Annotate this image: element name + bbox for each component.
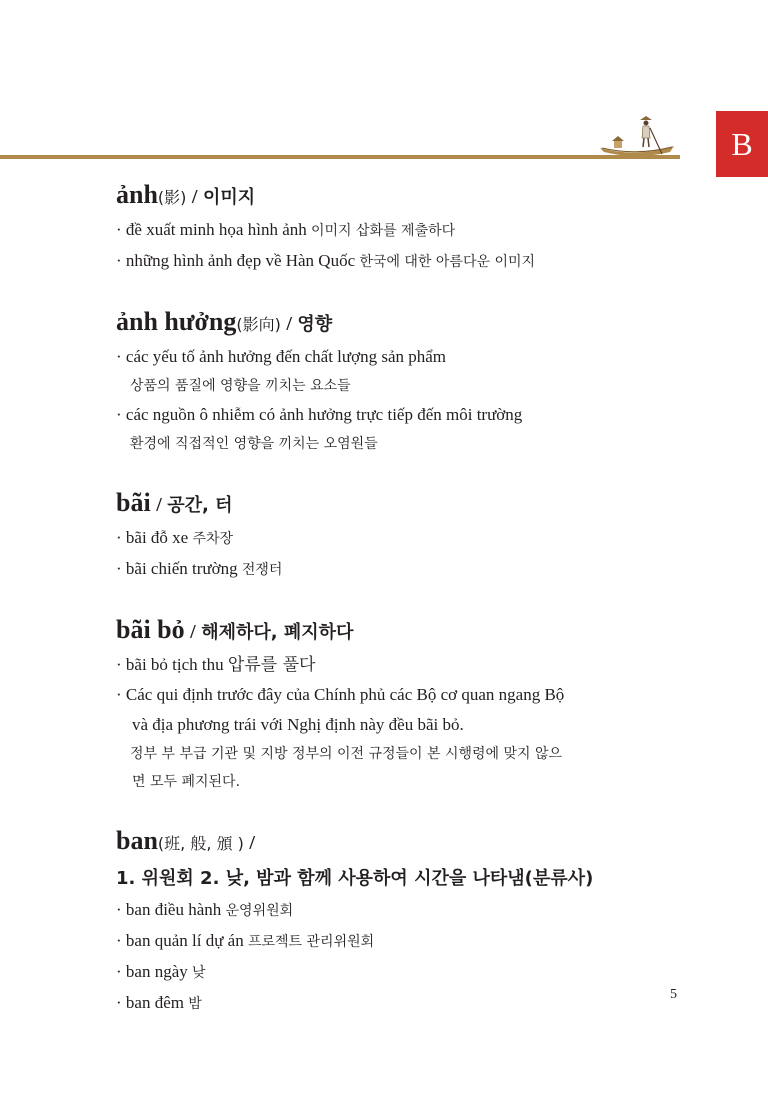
dictionary-entries (116, 178, 676, 1047)
boat-icon (596, 114, 680, 158)
example-korean: 주차장 (192, 531, 234, 547)
headword: ảnh (116, 180, 158, 209)
separator: / (190, 621, 196, 643)
example-vietnamese: · ban ngày (116, 962, 188, 981)
dictionary-entry (116, 613, 676, 796)
example-korean: 정부 부 부급 기관 및 지방 정부의 이전 규정들이 본 시행령에 맞지 않으 (130, 746, 563, 762)
senses: 1. 위원회 2. 낮, 밤과 함께 사용하여 시간을 나타냄(분류사) (116, 868, 594, 889)
example-korean: 운영위원회 (225, 903, 294, 919)
dictionary-entry (116, 305, 676, 458)
dictionary-entry (116, 178, 676, 277)
example (116, 215, 676, 246)
example-vietnamese: · ban điều hành (116, 900, 222, 919)
example-korean: 밤 (188, 996, 202, 1012)
meaning: 이미지 (202, 187, 256, 208)
example (116, 650, 676, 680)
separator: / (286, 313, 292, 335)
example-korean: 이미지 삽화를 제출하다 (311, 223, 456, 239)
section-letter-tab (716, 111, 768, 177)
example (116, 400, 676, 458)
example (116, 957, 676, 988)
meaning: 영향 (297, 314, 333, 335)
example (116, 523, 676, 554)
meaning: 공간, 터 (167, 495, 233, 516)
example (116, 342, 676, 400)
example-vietnamese: · những hình ảnh đẹp về Hàn Quốc (116, 251, 356, 270)
separator: / (191, 186, 198, 208)
entry-header (116, 824, 676, 861)
example-vietnamese: · đề xuất minh họa hình ảnh (116, 220, 307, 239)
example-korean: 낮 (192, 965, 206, 981)
headword: bãi (116, 488, 151, 517)
example (116, 246, 676, 277)
example-korean: 압류를 풀다 (227, 655, 316, 675)
example-vietnamese: · Các qui định trước đây của Chính phủ các Bộ cơ quan ngang Bộ (116, 685, 565, 704)
example-korean: 상품의 품질에 영향을 끼치는 요소들 (130, 378, 351, 394)
entry-header (116, 613, 676, 650)
example-vietnamese: · các nguồn ô nhiễm có ảnh hưởng trực tiếp đến môi trường (116, 405, 523, 424)
example-korean: 프로젝트 관리위원회 (247, 934, 375, 950)
entry-header (116, 178, 676, 215)
hanja: (影向) (236, 315, 281, 334)
example-vietnamese: · bãi chiến trường (116, 559, 238, 578)
example (116, 926, 676, 957)
hanja: (影) (157, 188, 187, 207)
example-korean: 환경에 직접적인 영향을 끼치는 오염원들 (130, 436, 378, 452)
entry-header (116, 305, 676, 342)
example-vietnamese: · bãi bỏ tịch thu (116, 655, 224, 674)
example-vietnamese: · ban quản lí dự án (116, 931, 244, 950)
separator: / (156, 494, 162, 516)
example-vietnamese: · các yếu tố ảnh hưởng đến chất lượng sản phẩm (116, 347, 447, 366)
dictionary-entry (116, 486, 676, 585)
example (116, 988, 676, 1019)
header-rule (0, 155, 680, 159)
hanja: (班, 般, 頒 ) (157, 834, 244, 853)
section-letter: B (731, 125, 753, 162)
example-korean-continued: 면 모두 폐지된다. (132, 774, 241, 790)
meaning: 해제하다, 폐지하다 (201, 622, 354, 643)
page-number: 5 (670, 987, 677, 1002)
example-vietnamese: · bãi đỗ xe (116, 528, 189, 547)
entry-header (116, 486, 676, 523)
headword: ảnh hưởng (116, 307, 237, 336)
example (116, 680, 676, 796)
separator: / (249, 832, 255, 854)
example-korean: 전쟁터 (241, 562, 283, 578)
example (116, 895, 676, 926)
dictionary-entry (116, 824, 676, 1019)
headword: bãi bỏ (116, 615, 185, 644)
example-vietnamese: · ban đêm (116, 993, 184, 1012)
headword: ban (116, 826, 158, 855)
example-vietnamese-continued: và địa phương trái với Nghị định này đều bãi bỏ. (132, 715, 464, 734)
example-korean: 한국에 대한 아름다운 이미지 (359, 254, 536, 270)
example (116, 554, 676, 585)
